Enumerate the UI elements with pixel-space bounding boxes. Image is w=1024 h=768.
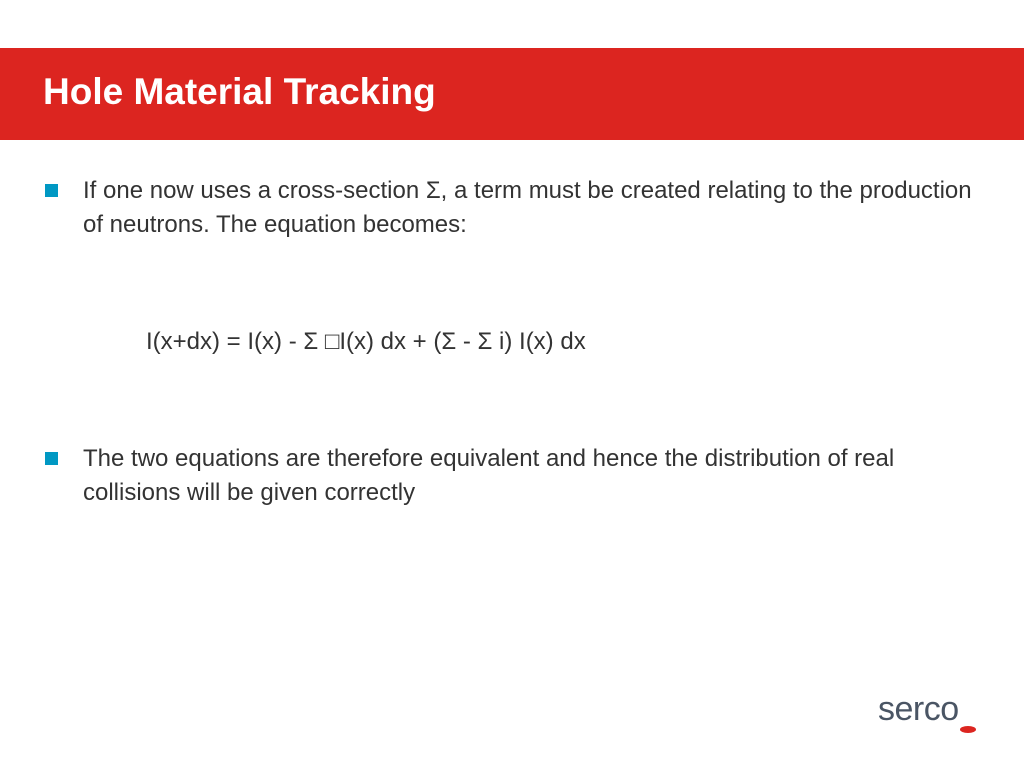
slide-title: Hole Material Tracking	[43, 71, 436, 112]
equation: I(x+dx) = I(x) - Σ □I(x) dx + (Σ - Σ i) I(x) dx	[146, 328, 586, 355]
title-bar	[0, 48, 1024, 140]
bullet-text-2: The two equations are therefore equivalent and hence the distribution of real collisions will be given correctly	[83, 445, 895, 506]
bullet-text-1: If one now uses a cross-section Σ, a term must be created relating to the production of neutrons. The equation becomes:	[83, 177, 972, 238]
square-bullet-icon	[45, 184, 58, 197]
square-bullet-icon	[45, 452, 58, 465]
logo-accent-mark	[960, 726, 976, 733]
logo-wordmark: serco	[878, 690, 959, 728]
serco-logo	[878, 690, 988, 740]
